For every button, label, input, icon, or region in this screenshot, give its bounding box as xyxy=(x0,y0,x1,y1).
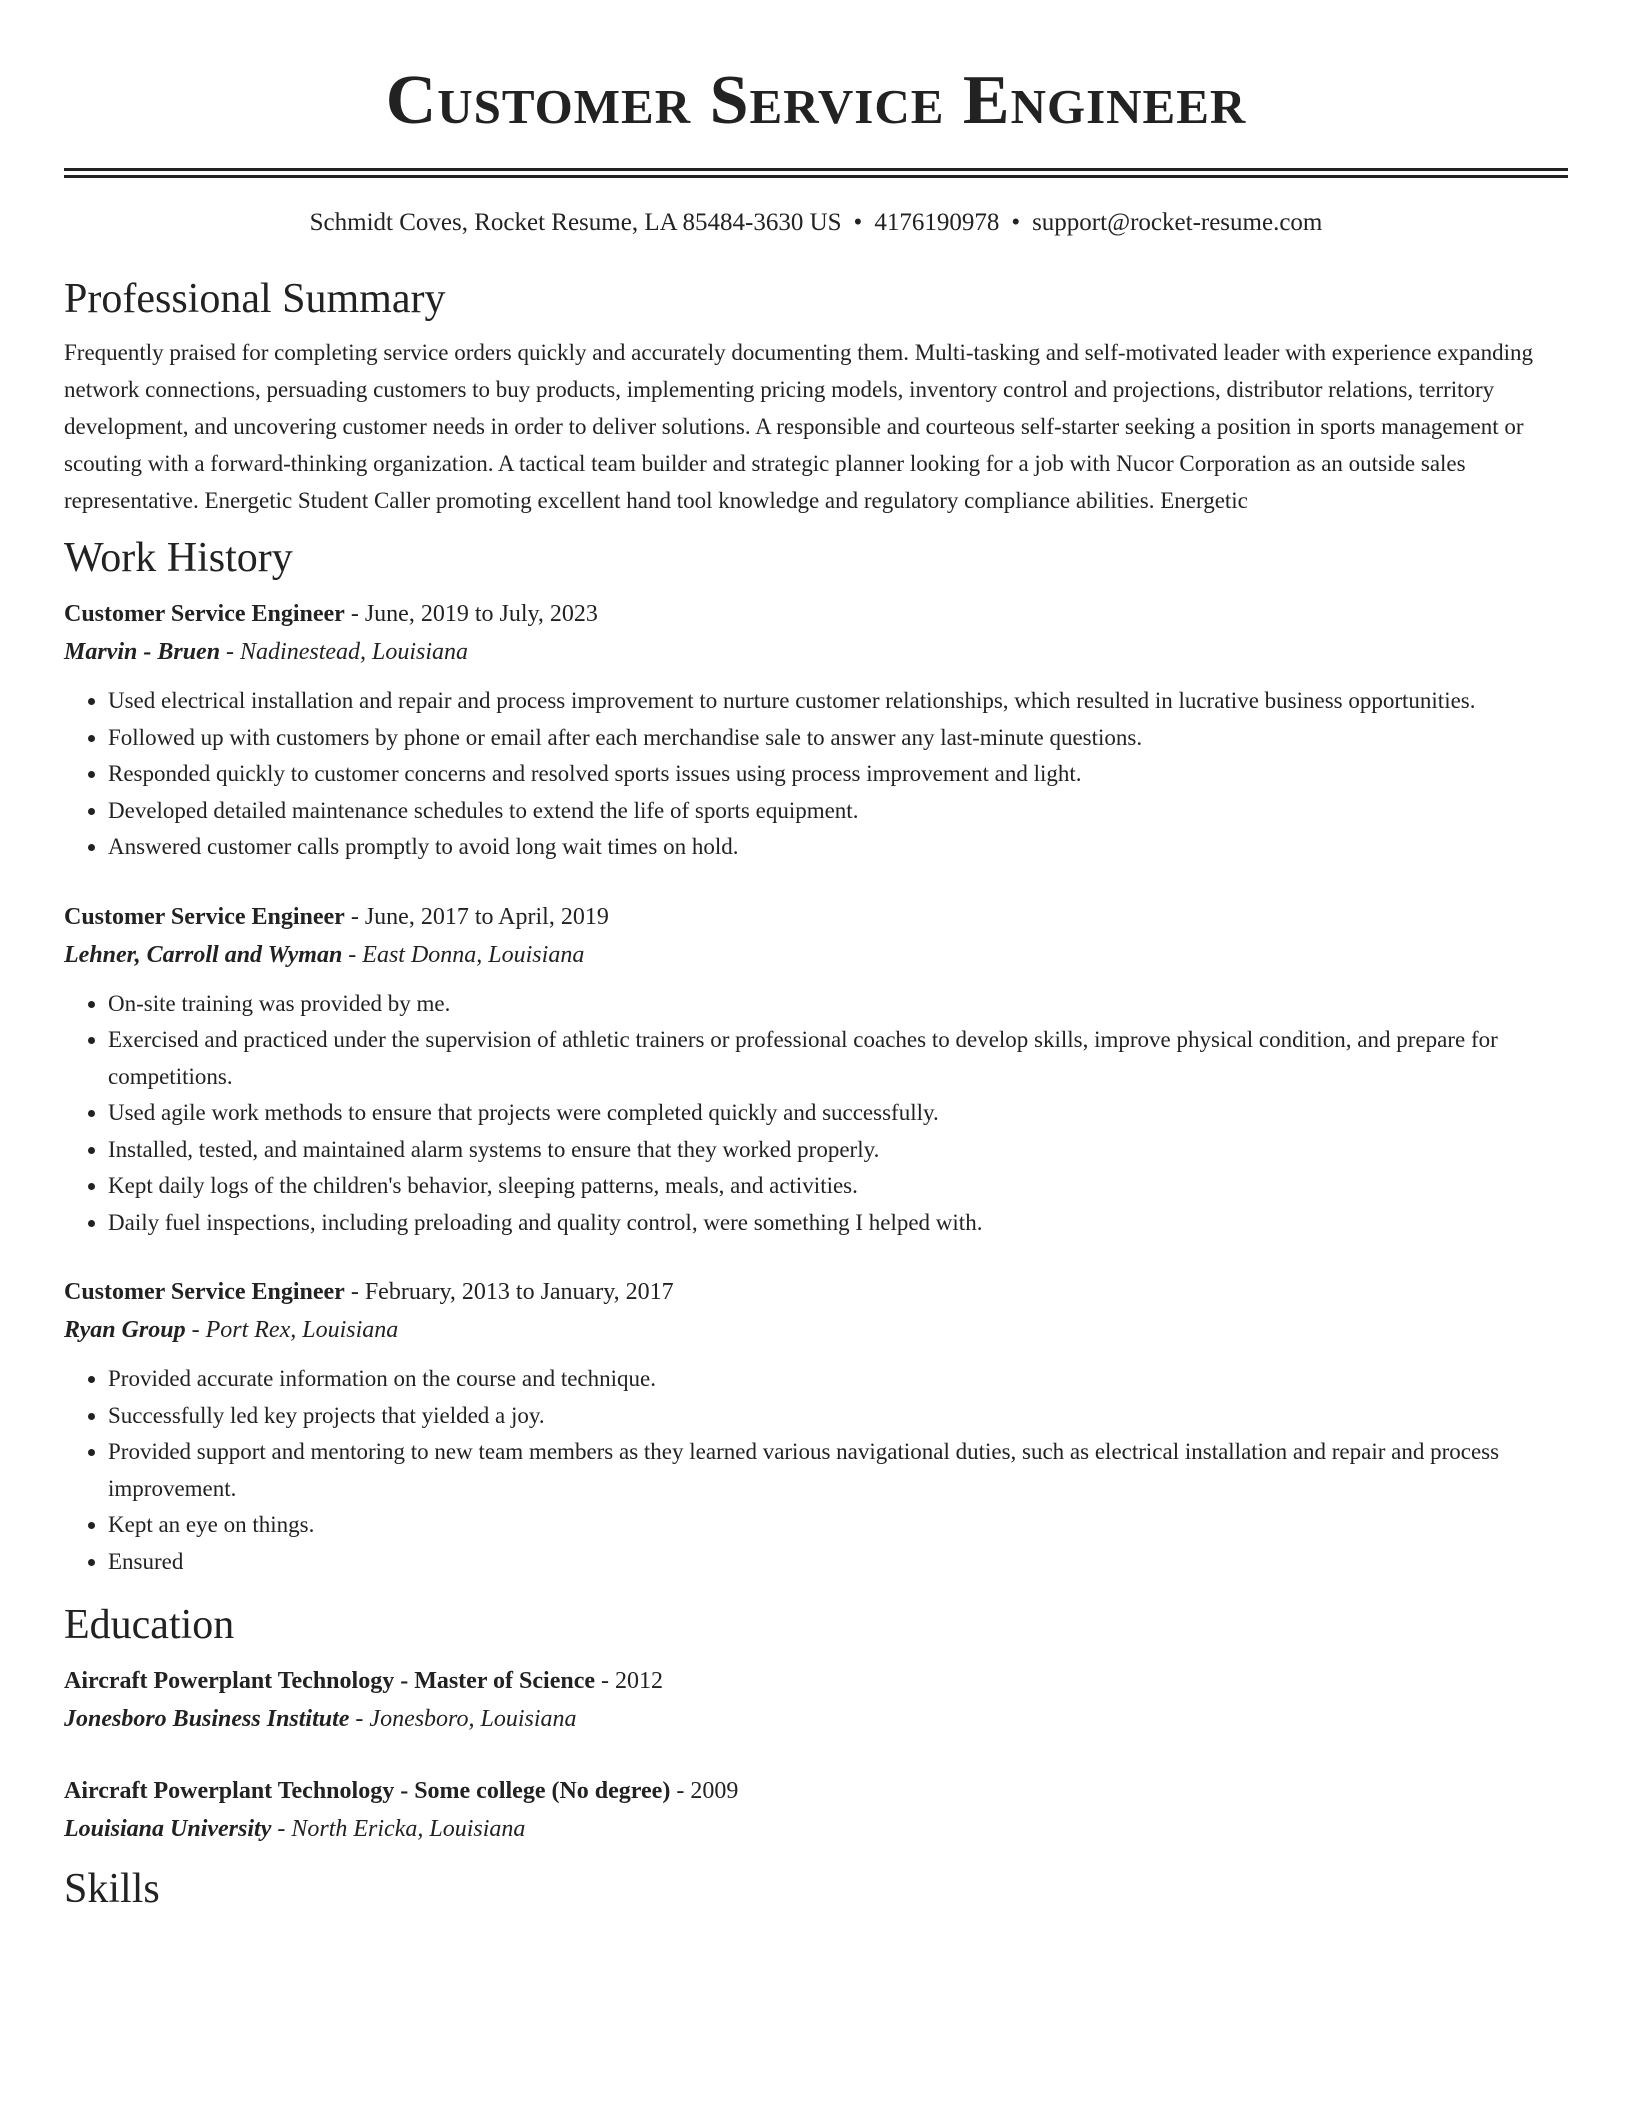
duty-item: • Provided support and mentoring to new team members as they learned various navigational duties, such as electrical installation and repair and process improvement. xyxy=(108,1434,1568,1507)
education-school xyxy=(64,1810,1568,1848)
job-title: Customer Service Engineer xyxy=(64,1279,345,1305)
job-duties xyxy=(64,683,1568,866)
contact-separator: • xyxy=(853,209,863,236)
education-entry xyxy=(64,1772,1568,1848)
school-location: - North Ericka, Louisiana xyxy=(271,1816,526,1842)
job-employer xyxy=(64,633,1568,671)
job-header xyxy=(64,595,1568,633)
job-entry xyxy=(64,595,1568,866)
title-divider xyxy=(64,168,1568,178)
duty-item: • Responded quickly to customer concerns and resolved sports issues using process improvement and light. xyxy=(108,756,1568,793)
job-title: Customer Service Engineer xyxy=(64,601,345,627)
job-employer xyxy=(64,936,1568,974)
education-entry xyxy=(64,1662,1568,1738)
duty-item: • Daily fuel inspections, including preloading and quality control, were something I helped with. xyxy=(108,1205,1568,1242)
graduation-year: - 2012 xyxy=(595,1668,664,1694)
education-header xyxy=(64,1772,1568,1810)
duty-item: • Developed detailed maintenance schedules to extend the life of sports equipment. xyxy=(108,793,1568,830)
job-header xyxy=(64,898,1568,936)
summary-heading: Professional Summary xyxy=(64,276,446,322)
school-name: Jonesboro Business Institute xyxy=(64,1706,350,1732)
job-entry xyxy=(64,898,1568,1242)
job-header xyxy=(64,1273,1568,1311)
job-title: Customer Service Engineer xyxy=(64,903,345,930)
duty-item: • Installed, tested, and maintained alarm systems to ensure that they worked properly. xyxy=(108,1132,1568,1169)
duty-item: • Provided accurate information on the course and technique. xyxy=(108,1361,1568,1398)
duty-item: • Exercised and practiced under the supervision of athletic trainers or professional coaches to develop skills, improve physical condition, and prepare for competitions. xyxy=(108,1022,1568,1095)
school-location: - Jonesboro, Louisiana xyxy=(349,1706,577,1732)
job-dates: - June, 2019 to July, 2023 xyxy=(344,601,598,627)
graduation-year: - 2009 xyxy=(670,1778,739,1804)
duty-item: • Ensured xyxy=(108,1544,1568,1581)
degree-name: Aircraft Powerplant Technology - Master of Science xyxy=(64,1668,596,1694)
company-name: Ryan Group xyxy=(64,1317,186,1343)
job-duties xyxy=(64,1361,1568,1580)
summary-text: Frequently praised for completing service orders quickly and accurately documenting them. Multi-tasking and self-motivated leader with experience expanding network connections, persuading customers to buy products, implementing pricing models, inventory control and projections, distributor relations, territory development, and uncovering customer needs in order to deliver solutions. A responsible and courteous self-starter seeking a position in sports management or scouting with a forward-thinking organization. A tactical team builder and strategic planner looking for a job with Nucor Corporation as an outside sales representative. Energetic Student Caller promoting excellent hand tool knowledge and regulatory compliance abilities. Energetic xyxy=(64,340,1533,513)
contact-phone: 4176190978 xyxy=(874,209,1000,236)
job-dates: - February, 2013 to January, 2017 xyxy=(344,1279,674,1305)
duty-item: • On-site training was provided by me. xyxy=(108,986,1568,1023)
job-entry xyxy=(64,1273,1568,1580)
resume-title: Customer Service Engineer xyxy=(385,62,1247,139)
contact-line xyxy=(64,208,1568,238)
duty-item: • Used agile work methods to ensure that projects were completed quickly and successfully. xyxy=(108,1095,1568,1132)
education-heading: Education xyxy=(64,1602,235,1648)
job-employer xyxy=(64,1311,1568,1349)
job-dates: - June, 2017 to April, 2019 xyxy=(344,903,609,930)
company-name: Marvin - Bruen xyxy=(64,639,221,665)
job-location: - East Donna, Louisiana xyxy=(342,941,585,968)
duty-item: • Answered customer calls promptly to avoid long wait times on hold. xyxy=(108,829,1568,866)
school-name: Louisiana University xyxy=(64,1816,272,1842)
duty-item: • Successfully led key projects that yielded a joy. xyxy=(108,1398,1568,1435)
education-school xyxy=(64,1700,1568,1738)
company-name: Lehner, Carroll and Wyman xyxy=(64,941,343,968)
duty-item: • Used electrical installation and repair and process improvement to nurture customer relationships, which resulted in lucrative business opportunities. xyxy=(108,683,1568,720)
contact-address: Schmidt Coves, Rocket Resume, LA 85484-3630 US xyxy=(309,209,842,236)
resume-page xyxy=(64,0,1568,1914)
work-history-heading: Work History xyxy=(64,535,293,581)
duty-item: • Kept daily logs of the children's behavior, sleeping patterns, meals, and activities. xyxy=(108,1168,1568,1205)
duty-item: • Followed up with customers by phone or email after each merchandise sale to answer any last-minute questions. xyxy=(108,720,1568,757)
duty-item: • Kept an eye on things. xyxy=(108,1507,1568,1544)
contact-email[interactable]: support@rocket-resume.com xyxy=(1032,209,1323,236)
job-location: - Port Rex, Louisiana xyxy=(185,1317,399,1343)
contact-separator: • xyxy=(1011,209,1021,236)
skills-heading: Skills xyxy=(64,1866,160,1912)
job-location: - Nadinestead, Louisiana xyxy=(220,639,469,665)
education-header xyxy=(64,1662,1568,1700)
degree-name: Aircraft Powerplant Technology - Some college (No degree) xyxy=(64,1778,671,1804)
job-duties xyxy=(64,986,1568,1242)
